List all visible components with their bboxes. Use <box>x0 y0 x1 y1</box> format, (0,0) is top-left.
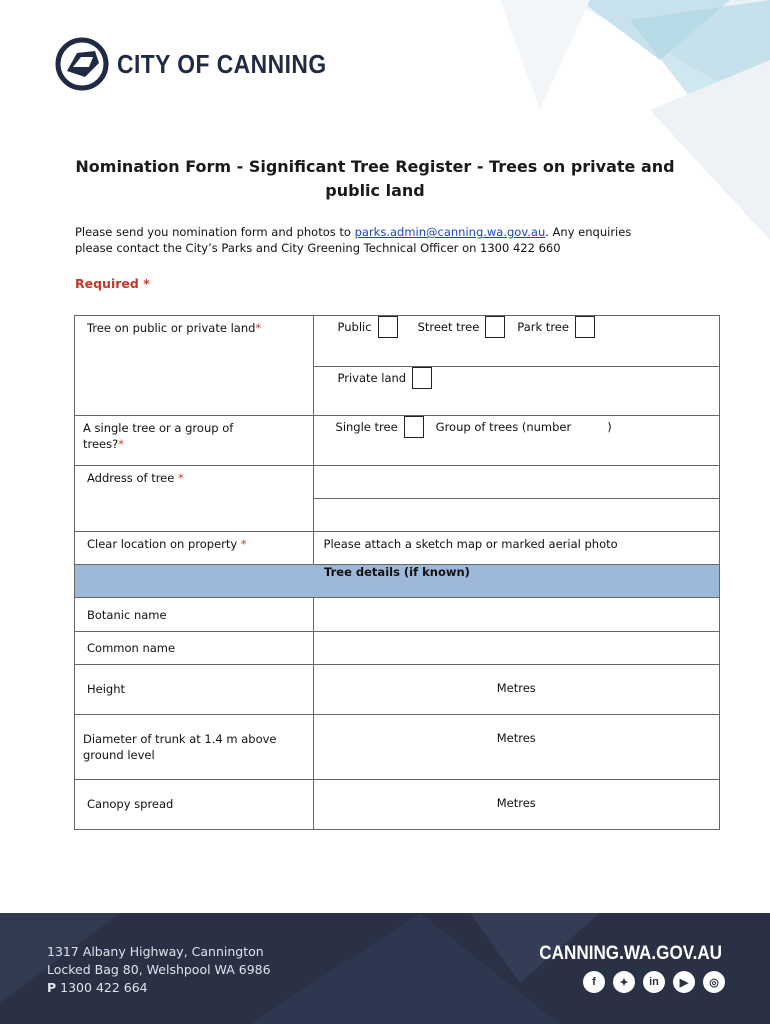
single-tree-checkbox[interactable] <box>404 416 424 438</box>
intro-line-2: please contact the City’s Parks and City Greening Technical Officer on 1300 422 660 <box>75 241 561 255</box>
email-link[interactable]: parks.admin@canning.wa.gov.au <box>354 225 546 239</box>
required-star: * <box>143 276 150 291</box>
land-type-private-options <box>313 367 719 416</box>
intro-part-1: Please send you nomination form and photos to <box>75 225 355 239</box>
location-input[interactable] <box>313 532 719 565</box>
city-logo <box>55 37 355 91</box>
location-label-cell <box>75 532 314 565</box>
canopy-unit: Metres <box>496 796 536 810</box>
social-icons <box>583 971 725 993</box>
tree-details-header: Tree details (if known) <box>75 565 720 598</box>
park-tree-checkbox[interactable] <box>575 316 595 338</box>
height-unit: Metres <box>496 681 536 695</box>
tree-count-label-cell <box>75 416 314 466</box>
decorative-triangles <box>500 0 770 240</box>
footer <box>0 913 770 1024</box>
botanic-name-label: Botanic name <box>87 608 167 622</box>
common-name-input[interactable] <box>313 632 719 665</box>
title-line-2: public land <box>325 181 425 200</box>
canopy-label: Canopy spread <box>87 797 174 811</box>
address-label: Address of tree <box>87 471 178 485</box>
height-input[interactable] <box>313 665 719 715</box>
common-name-label-cell <box>75 632 314 665</box>
private-land-label: Private land <box>337 371 407 385</box>
phone-prefix: P <box>47 980 57 995</box>
required-star: * <box>240 537 247 551</box>
title-line-1: Nomination Form - Significant Tree Register - Trees on private and <box>75 157 675 176</box>
single-tree-label: Single tree <box>335 420 398 434</box>
phone-number: 1300 422 664 <box>60 980 148 995</box>
canopy-input[interactable] <box>313 780 719 830</box>
height-label: Height <box>87 682 126 696</box>
required-star: * <box>177 471 184 485</box>
canopy-label-cell <box>75 780 314 830</box>
intro-text <box>75 224 695 256</box>
street-tree-label: Street tree <box>417 320 480 334</box>
public-label: Public <box>337 320 372 334</box>
footer-address <box>47 943 271 997</box>
linkedin-icon[interactable]: in <box>643 971 665 993</box>
address-label-cell <box>75 466 314 532</box>
intro-part-2: . Any enquiries <box>545 225 632 239</box>
tree-count-label-2: trees? <box>83 437 119 451</box>
height-label-cell <box>75 665 314 715</box>
group-of-trees-label: Group of trees (number <box>435 420 572 434</box>
land-type-label: Tree on public or private land <box>87 321 256 335</box>
address-input-line-1[interactable] <box>313 466 719 499</box>
youtube-icon[interactable]: ▶ <box>673 971 695 993</box>
street-tree-checkbox[interactable] <box>485 316 505 338</box>
address-input-line-2[interactable] <box>313 499 719 532</box>
facebook-icon[interactable]: f <box>583 971 605 993</box>
instagram-icon[interactable]: ◎ <box>703 971 725 993</box>
tree-count-label-1: A single tree or a group of <box>83 421 234 435</box>
private-land-checkbox[interactable] <box>412 367 432 389</box>
common-name-label: Common name <box>87 641 176 655</box>
tree-count-options <box>313 416 719 466</box>
required-label: Required <box>75 276 144 291</box>
website-link[interactable]: CANNING.WA.GOV.AU <box>539 943 722 964</box>
location-hint: Please attach a sketch map or marked aerial photo <box>323 537 618 551</box>
address-line-2: Locked Bag 80, Welshpool WA 6986 <box>47 962 271 977</box>
address-line-1: 1317 Albany Highway, Cannington <box>47 944 264 959</box>
diameter-label-cell <box>75 715 314 780</box>
location-label: Clear location on property <box>87 537 241 551</box>
land-type-label-cell <box>75 316 314 416</box>
public-checkbox[interactable] <box>378 316 398 338</box>
diameter-label-1: Diameter of trunk at 1.4 m above <box>83 732 277 746</box>
required-star: * <box>118 437 124 451</box>
group-paren-close: ) <box>607 420 612 434</box>
page-title <box>60 155 690 203</box>
park-tree-label: Park tree <box>517 320 569 334</box>
required-note <box>75 276 150 291</box>
botanic-name-input[interactable] <box>313 598 719 632</box>
diameter-unit: Metres <box>496 731 536 745</box>
twitter-icon[interactable]: ✦ <box>613 971 635 993</box>
nomination-form-table <box>74 315 720 830</box>
required-star: * <box>255 321 262 335</box>
brand-name: CITY OF CANNING <box>117 48 327 79</box>
logo-icon <box>55 37 109 91</box>
botanic-name-label-cell <box>75 598 314 632</box>
land-type-public-options <box>313 316 719 367</box>
diameter-label-2: ground level <box>83 748 155 762</box>
diameter-input[interactable] <box>313 715 719 780</box>
